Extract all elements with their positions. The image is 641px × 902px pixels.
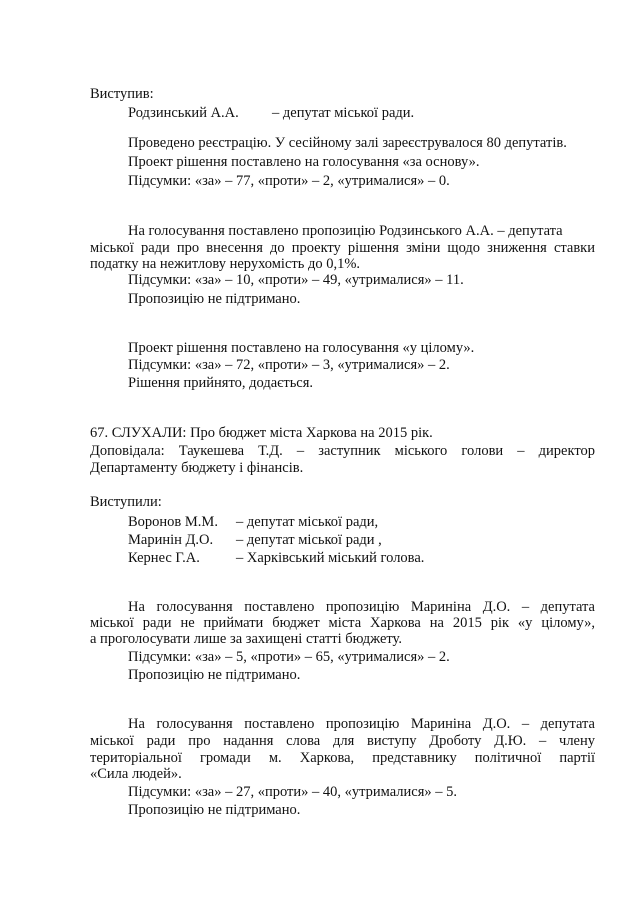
- paragraph-line: На голосування поставлено пропозицію Родзинського А.А. – депутата: [128, 223, 563, 239]
- reporter-line: Доповідала: Таукешева Т.Д. – заступник міського голови – директор: [90, 443, 595, 459]
- vote-results: Підсумки: «за» – 77, «проти» – 2, «утрималися» – 0.: [128, 173, 450, 189]
- paragraph-line: Проект рішення поставлено на голосування «за основу».: [128, 154, 480, 170]
- spoke-header: Виступили:: [90, 494, 162, 510]
- speaker-role: – депутат міської ради ,: [236, 532, 382, 548]
- spoke-header: Виступив:: [90, 86, 154, 102]
- speaker-row: [128, 550, 424, 567]
- paragraph-line: Проведено реєстрацію. У сесійному залі зареєструвалося 80 депутатів.: [128, 135, 567, 151]
- paragraph-line: податку на нежитлову нерухомість до 0,1%.: [90, 256, 361, 272]
- vote-results: Підсумки: «за» – 10, «проти» – 49, «утрималися» – 11.: [128, 272, 464, 288]
- decision-status: Рішення прийнято, додається.: [128, 375, 314, 391]
- speaker-role: – депутат міської ради.: [272, 105, 415, 121]
- vote-results: Підсумки: «за» – 27, «проти» – 40, «утрималися» – 5.: [128, 784, 458, 800]
- vote-results: Підсумки: «за» – 72, «проти» – 3, «утрималися» – 2.: [128, 357, 450, 373]
- paragraph-line: міської ради про внесення до проекту рішення зміни щодо зниження ставки: [90, 240, 595, 256]
- paragraph-line: Проект рішення поставлено на голосування «у цілому».: [128, 340, 475, 356]
- paragraph-line: міської ради про надання слова для виступу Дроботу Д.Ю. – члену: [90, 733, 595, 749]
- paragraph-line: На голосування поставлено пропозицію Мариніна Д.О. – депутата: [128, 599, 595, 615]
- proposal-status: Пропозицію не підтримано.: [128, 802, 301, 818]
- agenda-item-title: 67. СЛУХАЛИ: Про бюджет міста Харкова на 2015 рік.: [90, 425, 433, 441]
- paragraph-line: «Сила людей».: [90, 766, 182, 782]
- speaker-role: – депутат міської ради,: [236, 514, 379, 530]
- vote-results: Підсумки: «за» – 5, «проти» – 65, «утрималися» – 2.: [128, 649, 450, 665]
- proposal-status: Пропозицію не підтримано.: [128, 291, 301, 307]
- speaker-row: [128, 514, 378, 531]
- paragraph-line: а проголосувати лише за захищені статті бюджету.: [90, 631, 402, 647]
- speaker-name: Воронов М.М.: [128, 514, 218, 530]
- speaker-role: – Харківський міський голова.: [236, 550, 425, 566]
- paragraph-line: На голосування поставлено пропозицію Мариніна Д.О. – депутата: [128, 716, 595, 732]
- reporter-department: Департаменту бюджету і фінансів.: [90, 460, 304, 476]
- speaker-row: [128, 532, 382, 549]
- paragraph-line: міської ради не приймати бюджет міста Харкова на 2015 рік «у цілому»,: [90, 615, 595, 631]
- proposal-status: Пропозицію не підтримано.: [128, 667, 301, 683]
- speaker-name: Родзинський А.А.: [128, 105, 239, 121]
- speaker-name: Маринін Д.О.: [128, 532, 214, 548]
- speaker-name: Кернес Г.А.: [128, 550, 200, 566]
- paragraph-line: територіальної громади м. Харкова, представнику політичної партії: [90, 750, 595, 766]
